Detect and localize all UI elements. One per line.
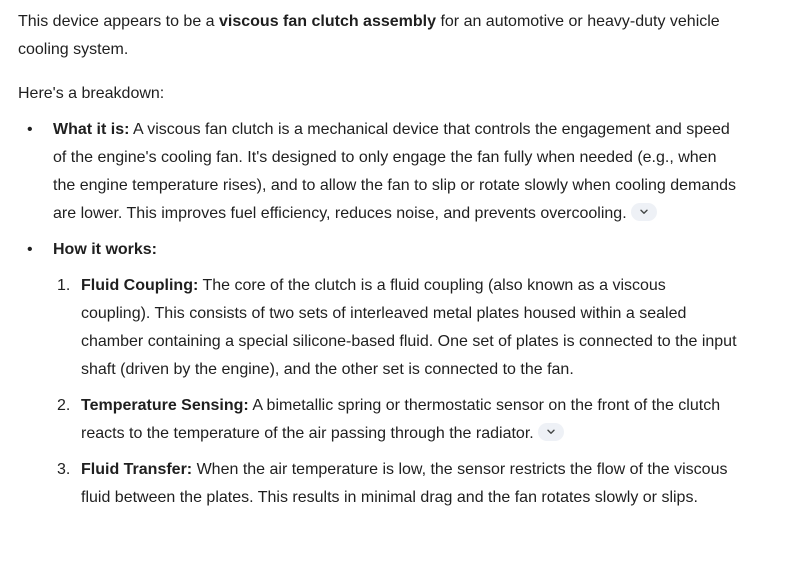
chevron-down-icon xyxy=(547,429,555,435)
step-item-fluid-transfer xyxy=(53,456,738,512)
step-title: Fluid Transfer: xyxy=(81,461,193,478)
bullet-marker: • xyxy=(27,241,33,258)
bullet-title: What it is: xyxy=(53,121,130,138)
step-number: 3. xyxy=(57,461,71,478)
intro-prefix: This device appears to be a xyxy=(18,13,220,30)
bullet-text: A viscous fan clutch is a mechanical device that controls the engagement and speed of the engine's cooling fan. It's designed to only engage the fan fully when needed (e.g., when the engine temperature rises), and to allow the fan to slip or rotate slowly when cooling demands are lower. This improves fuel efficiency, reduces noise, and prevents overcooling. xyxy=(53,121,737,222)
bullet-marker: • xyxy=(27,121,33,138)
step-text: When the air temperature is low, the sensor restricts the flow of the viscous fluid between the plates. This results in minimal drag and the fan rotates slowly or slips. xyxy=(81,461,728,506)
breakdown-label: Here's a breakdown: xyxy=(18,85,165,102)
source-expand-button[interactable] xyxy=(538,423,564,441)
intro-paragraph xyxy=(18,8,738,64)
bullet-item-what-it-is xyxy=(18,116,738,228)
step-number: 1. xyxy=(57,277,71,294)
bullet-title: How it works: xyxy=(53,241,158,258)
bullet-list xyxy=(18,116,738,512)
bullet-item-how-it-works xyxy=(18,236,738,512)
source-expand-button[interactable] xyxy=(631,203,657,221)
step-number: 2. xyxy=(57,397,71,414)
intro-bold: viscous fan clutch assembly xyxy=(219,13,436,30)
step-text: The core of the clutch is a fluid coupling (also known as a viscous coupling). This consists of two sets of interleaved metal plates housed within a sealed chamber containing a special silicone-based fluid. One set of plates is connected to the input shaft (driven by the engine), and the other set is connected to the fan. xyxy=(81,277,737,378)
step-item-fluid-coupling xyxy=(53,272,738,384)
intro-suffix: for an automotive or heavy-duty vehicle cooling system. xyxy=(18,13,720,58)
step-title: Fluid Coupling: xyxy=(81,277,199,294)
step-item-temperature-sensing xyxy=(53,392,738,448)
chevron-down-icon xyxy=(640,209,648,215)
steps-list xyxy=(53,272,738,512)
step-title: Temperature Sensing: xyxy=(81,397,249,414)
step-text: A bimetallic spring or thermostatic sensor on the front of the clutch reacts to the temperature of the air passing through the radiator. xyxy=(81,397,721,442)
